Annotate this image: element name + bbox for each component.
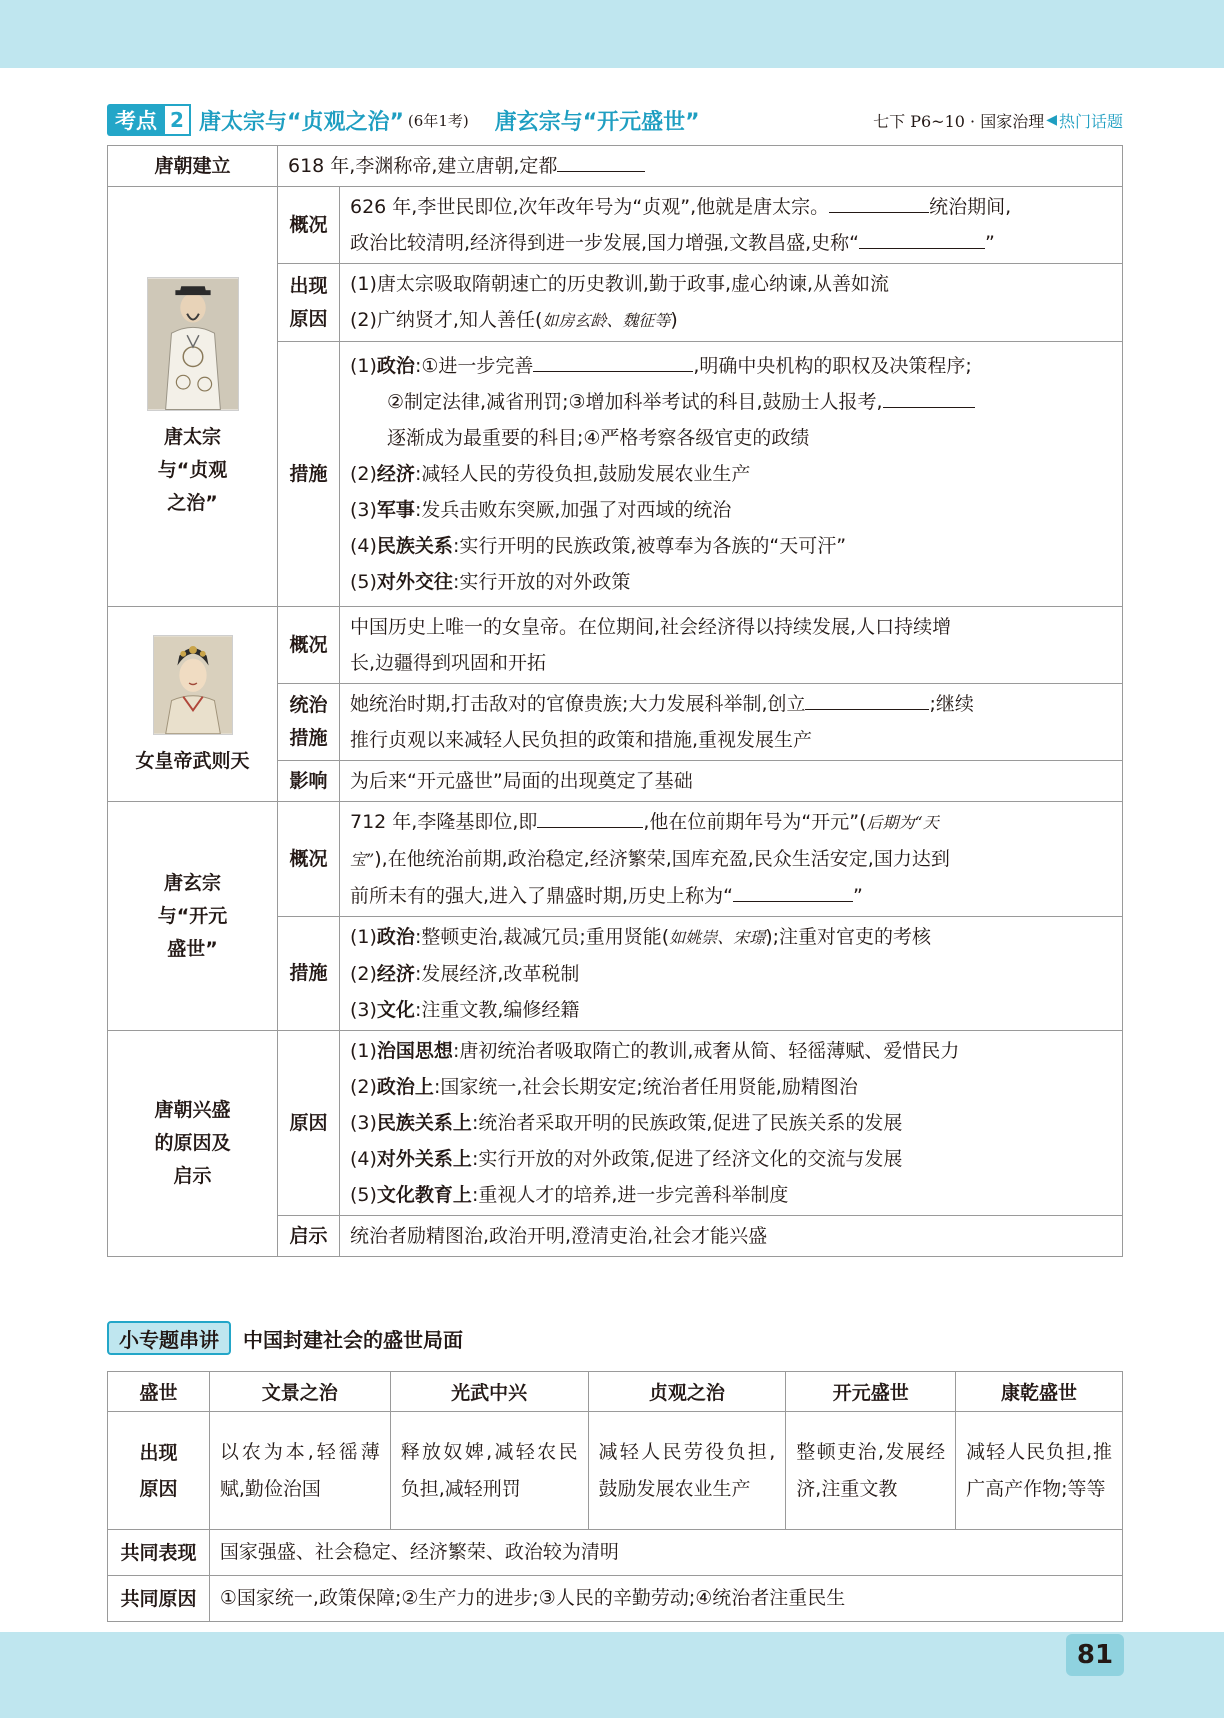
text-part: 712 年,李隆基即位,即: [350, 811, 538, 833]
prosperity-lesson-label: 启示: [278, 1216, 340, 1257]
table-cell: 整顿吏治,发展经济,注重文教: [786, 1412, 956, 1530]
measure-item: [350, 919, 1112, 956]
header-title-1: 唐太宗与“贞观之治”: [199, 109, 404, 135]
textbook-reference: 七下 P6~10 · 国家治理: [873, 111, 1045, 131]
measure-item: [350, 992, 1112, 1028]
text-part: :减轻人民的劳役负担,鼓励发展农业生产: [414, 463, 751, 485]
xuanzong-label-cell: [108, 802, 278, 1031]
text-part: :注重文教,编修经籍: [414, 999, 580, 1021]
prosperity-comparison-table: [107, 1371, 1123, 1622]
item-num: (3): [350, 499, 377, 521]
label-line: 唐朝兴盛: [154, 1099, 231, 1121]
table-row: [108, 1576, 1123, 1622]
subtopic-header: [107, 1320, 463, 1356]
table-cell: 国家强盛、社会稳定、经济繁荣、政治较为清明: [209, 1530, 1122, 1576]
table-row: [108, 1412, 1123, 1530]
taizong-measures: [340, 342, 1123, 607]
table-row: [108, 1031, 1123, 1216]
xuanzong-overview-label: 概况: [278, 802, 340, 917]
row-label-founding: 唐朝建立: [108, 146, 278, 187]
column-header: 贞观之治: [588, 1372, 786, 1412]
text-line: ”: [985, 232, 995, 254]
section-header: [107, 102, 1123, 138]
text-part: :实行开放的对外政策: [452, 571, 631, 593]
example-text: 如房玄龄、魏征等: [542, 311, 671, 330]
table-row: [108, 802, 1123, 917]
row-label-common-performance: 共同表现: [108, 1530, 210, 1576]
xuanzong-measures-label: 措施: [278, 917, 340, 1031]
measure-item: [350, 492, 1112, 528]
measure-item: [350, 528, 1112, 564]
answer-blank: [883, 388, 975, 408]
label-line: 原因: [139, 1477, 178, 1500]
item-num: (4): [350, 535, 377, 557]
text-part: ;继续: [929, 693, 974, 715]
top-band: [0, 0, 1224, 68]
text-part: ),在他统治前期,政治稳定,经济繁荣,国库充盈,民众生活安定,国力达到: [374, 848, 950, 870]
text-part: :整顿吏治,裁减冗员;重用贤能(: [414, 926, 670, 948]
answer-blank: [533, 352, 693, 372]
main-table: [107, 145, 1123, 1257]
kaodian-number: 2: [163, 104, 191, 136]
measure-item: 逐渐成为最重要的科目;④严格考察各级官吏的政绩: [387, 427, 810, 449]
measure-item: [350, 384, 1112, 420]
taizong-overview-label: 概况: [278, 187, 340, 264]
text-part: ,他在位前期年号为“开元”(: [643, 811, 867, 833]
taizong-causes: [340, 264, 1123, 342]
header-note: (6年1考): [407, 111, 469, 130]
label-line: 措施: [289, 727, 328, 749]
taizong-label-cell: [108, 187, 278, 607]
cause-item: [350, 302, 1112, 339]
wuzetian-portrait-icon: [153, 635, 233, 735]
bottom-band: [0, 1632, 1224, 1718]
taizong-causes-label: [278, 264, 340, 342]
text-part: ”: [852, 885, 863, 907]
taizong-label-line: 唐太宗: [163, 426, 221, 448]
item-num: (1): [350, 355, 377, 377]
text-line: 中国历史上唯一的女皇帝。在位期间,社会经济得以持续发展,人口持续增: [350, 616, 952, 638]
wuzetian-label-cell: [108, 607, 278, 802]
xuanzong-overview: [340, 802, 1123, 917]
text-line: 626 年,李世民即位,次年改年号为“贞观”,他就是唐太宗。: [350, 196, 830, 218]
item-num: (2): [350, 463, 377, 485]
item-keyword: 民族关系: [376, 535, 453, 557]
table-cell: 减轻人民负担,推广高产作物;等等: [956, 1412, 1123, 1530]
taizong-label-line: 之治”: [167, 492, 218, 514]
text-part: :国家统一,社会长期安定;统治者任用贤能,励精图治: [433, 1076, 858, 1098]
table-cell: 释放奴婢,减轻农民负担,减轻刑罚: [390, 1412, 588, 1530]
label-line: 的原因及: [154, 1132, 231, 1154]
measure-item: [350, 456, 1112, 492]
text-part: ,明确中央机构的职权及决策程序;: [693, 355, 972, 377]
reason-item: [350, 1033, 1112, 1069]
wuzetian-overview-label: 概况: [278, 607, 340, 684]
prosperity-label-cell: [108, 1031, 278, 1257]
label-line: 唐玄宗: [163, 871, 221, 894]
header-reference: [873, 109, 1123, 132]
answer-blank: [859, 229, 985, 249]
measure-item: [350, 348, 1112, 384]
founding-text: [278, 146, 1123, 187]
item-num: (4): [350, 1148, 377, 1170]
column-header: 开元盛世: [786, 1372, 956, 1412]
label-line: 统治: [289, 694, 328, 716]
taizong-overview: [340, 187, 1123, 264]
text-part: 她统治时期,打击敌对的官僚贵族;大力发展科举制,创立: [350, 693, 806, 715]
subtopic-title: 中国封建社会的盛世局面: [243, 1327, 463, 1352]
text-part: :唐初统治者吸取隋亡的教训,戒奢从简、轻徭薄赋、爱惜民力: [452, 1040, 960, 1062]
text-part: :重视人才的培养,进一步完善科举制度: [471, 1184, 789, 1206]
answer-blank: [557, 152, 645, 172]
label-line: 原因: [289, 307, 328, 330]
text-line: 统治期间,: [929, 196, 1012, 218]
reason-item: [350, 1105, 1112, 1141]
item-num: (5): [350, 571, 377, 593]
example-text: 如姚崇、宋璟: [669, 928, 766, 947]
prosperity-reasons: [340, 1031, 1123, 1216]
reason-item: [350, 1069, 1112, 1105]
taizong-label-line: 与“贞观: [157, 459, 228, 481]
wuzetian-rule-label: [278, 684, 340, 761]
reason-item: [350, 1177, 1112, 1213]
measure-item: [350, 956, 1112, 992]
text-part: :发兵击败东突厥,加强了对西域的统治: [414, 499, 732, 521]
item-keyword: 政治: [376, 355, 415, 377]
answer-blank: [805, 690, 929, 710]
example-text: 宝”: [350, 850, 375, 869]
item-num: (3): [350, 999, 377, 1021]
item-keyword: 政治上: [376, 1076, 434, 1098]
taizong-portrait-icon: [147, 277, 239, 411]
item-keyword: 军事: [376, 499, 415, 521]
item-keyword: 经济: [376, 463, 415, 485]
text-part: );注重对官吏的考核: [765, 926, 932, 948]
taizong-measures-label: 措施: [278, 342, 340, 607]
column-header: 文景之治: [209, 1372, 390, 1412]
table-row: [108, 187, 1123, 264]
table-row: [108, 1530, 1123, 1576]
answer-blank: [733, 882, 853, 902]
row-label-causes: [108, 1412, 210, 1530]
reason-item: [350, 1141, 1112, 1177]
item-keyword: 民族关系上: [376, 1112, 472, 1134]
kaodian-tag: 考点: [107, 104, 163, 136]
hot-topic-label: 热门话题: [1058, 111, 1123, 131]
subtopic-tag: 小专题串讲: [107, 1321, 231, 1355]
item-keyword: 治国思想: [376, 1040, 453, 1062]
text-part: :统治者采取开明的民族政策,促进了民族关系的发展: [471, 1112, 903, 1134]
wuzetian-impact-label: 影响: [278, 761, 340, 802]
text-part: :实行开明的民族政策,被尊奉为各族的“天可汗”: [452, 535, 847, 557]
item-keyword: 政治: [376, 926, 415, 948]
label-line: 盛世”: [167, 937, 218, 960]
table-row: [108, 146, 1123, 187]
text-line: 长,边疆得到巩固和开拓: [350, 652, 547, 674]
item-keyword: 文化教育上: [376, 1184, 472, 1206]
column-header: 光武中兴: [390, 1372, 588, 1412]
item-num: (3): [350, 1112, 377, 1134]
prosperity-lesson: 统治者励精图治,政治开明,澄清吏治,社会才能兴盛: [340, 1216, 1123, 1257]
answer-blank: [537, 808, 643, 828]
item-num: (2): [350, 963, 377, 985]
row-label-common-cause: 共同原因: [108, 1576, 210, 1622]
item-keyword: 文化: [376, 999, 415, 1021]
answer-blank: [829, 193, 929, 213]
text-part: :①进一步完善: [414, 355, 534, 377]
header-title-2: 唐玄宗与“开元盛世”: [494, 109, 700, 135]
cause-item: (1)唐太宗吸取隋朝速亡的历史教训,勤于政事,虚心纳谏,从善如流: [350, 273, 890, 295]
prosperity-reasons-label: 原因: [278, 1031, 340, 1216]
measure-item: [350, 564, 1112, 600]
founding-content: 618 年,李渊称帝,建立唐朝,定都: [288, 155, 558, 177]
text-part: 前所未有的强大,进入了鼎盛时期,历史上称为“: [350, 885, 733, 907]
text-line: 推行贞观以来减轻人民负担的政策和措施,重视发展生产: [350, 729, 813, 751]
page-number: 81: [1066, 1634, 1124, 1676]
text-line: 政治比较清明,经济得到进一步发展,国力增强,文教昌盛,史称“: [350, 232, 860, 254]
table-cell: ①国家统一,政策保障;②生产力的进步;③人民的辛勤劳动;④统治者注重民生: [209, 1576, 1122, 1622]
column-header: 盛世: [108, 1372, 210, 1412]
text-part: :实行开放的对外政策,促进了经济文化的交流与发展: [471, 1148, 903, 1170]
label-line: 出现: [289, 274, 328, 297]
text-part: :发展经济,改革税制: [414, 963, 580, 985]
item-num: (5): [350, 1184, 377, 1206]
table-cell: 以农为本,轻徭薄赋,勤俭治国: [209, 1412, 390, 1530]
item-num: (1): [350, 1040, 377, 1062]
label-line: 与“开元: [157, 904, 228, 927]
item-keyword: 对外交往: [376, 571, 453, 593]
table-cell: 减轻人民劳役负担,鼓励发展农业生产: [588, 1412, 786, 1530]
wuzetian-impact: 为后来“开元盛世”局面的出现奠定了基础: [340, 761, 1123, 802]
table-header-row: [108, 1372, 1123, 1412]
label-line: 出现: [139, 1441, 178, 1464]
column-header: 康乾盛世: [956, 1372, 1123, 1412]
table-row: [108, 607, 1123, 684]
example-text: 后期为“天: [866, 813, 939, 832]
item-num: (1): [350, 926, 377, 948]
item-num: (2): [350, 1076, 377, 1098]
wuzetian-label: 女皇帝武则天: [135, 749, 250, 772]
xuanzong-measures: [340, 917, 1123, 1031]
item-keyword: 对外关系上: [376, 1148, 472, 1170]
label-line: 启示: [173, 1165, 212, 1187]
item-keyword: 经济: [376, 963, 415, 985]
wuzetian-rule: [340, 684, 1123, 761]
left-triangle-icon: ◀: [1046, 112, 1057, 128]
wuzetian-overview: [340, 607, 1123, 684]
text-part: ): [670, 309, 678, 331]
text-part: (2)广纳贤才,知人善任(: [350, 309, 543, 331]
text-part: ②制定法律,减省刑罚;③增加科举考试的科目,鼓励士人报考,: [387, 391, 883, 413]
